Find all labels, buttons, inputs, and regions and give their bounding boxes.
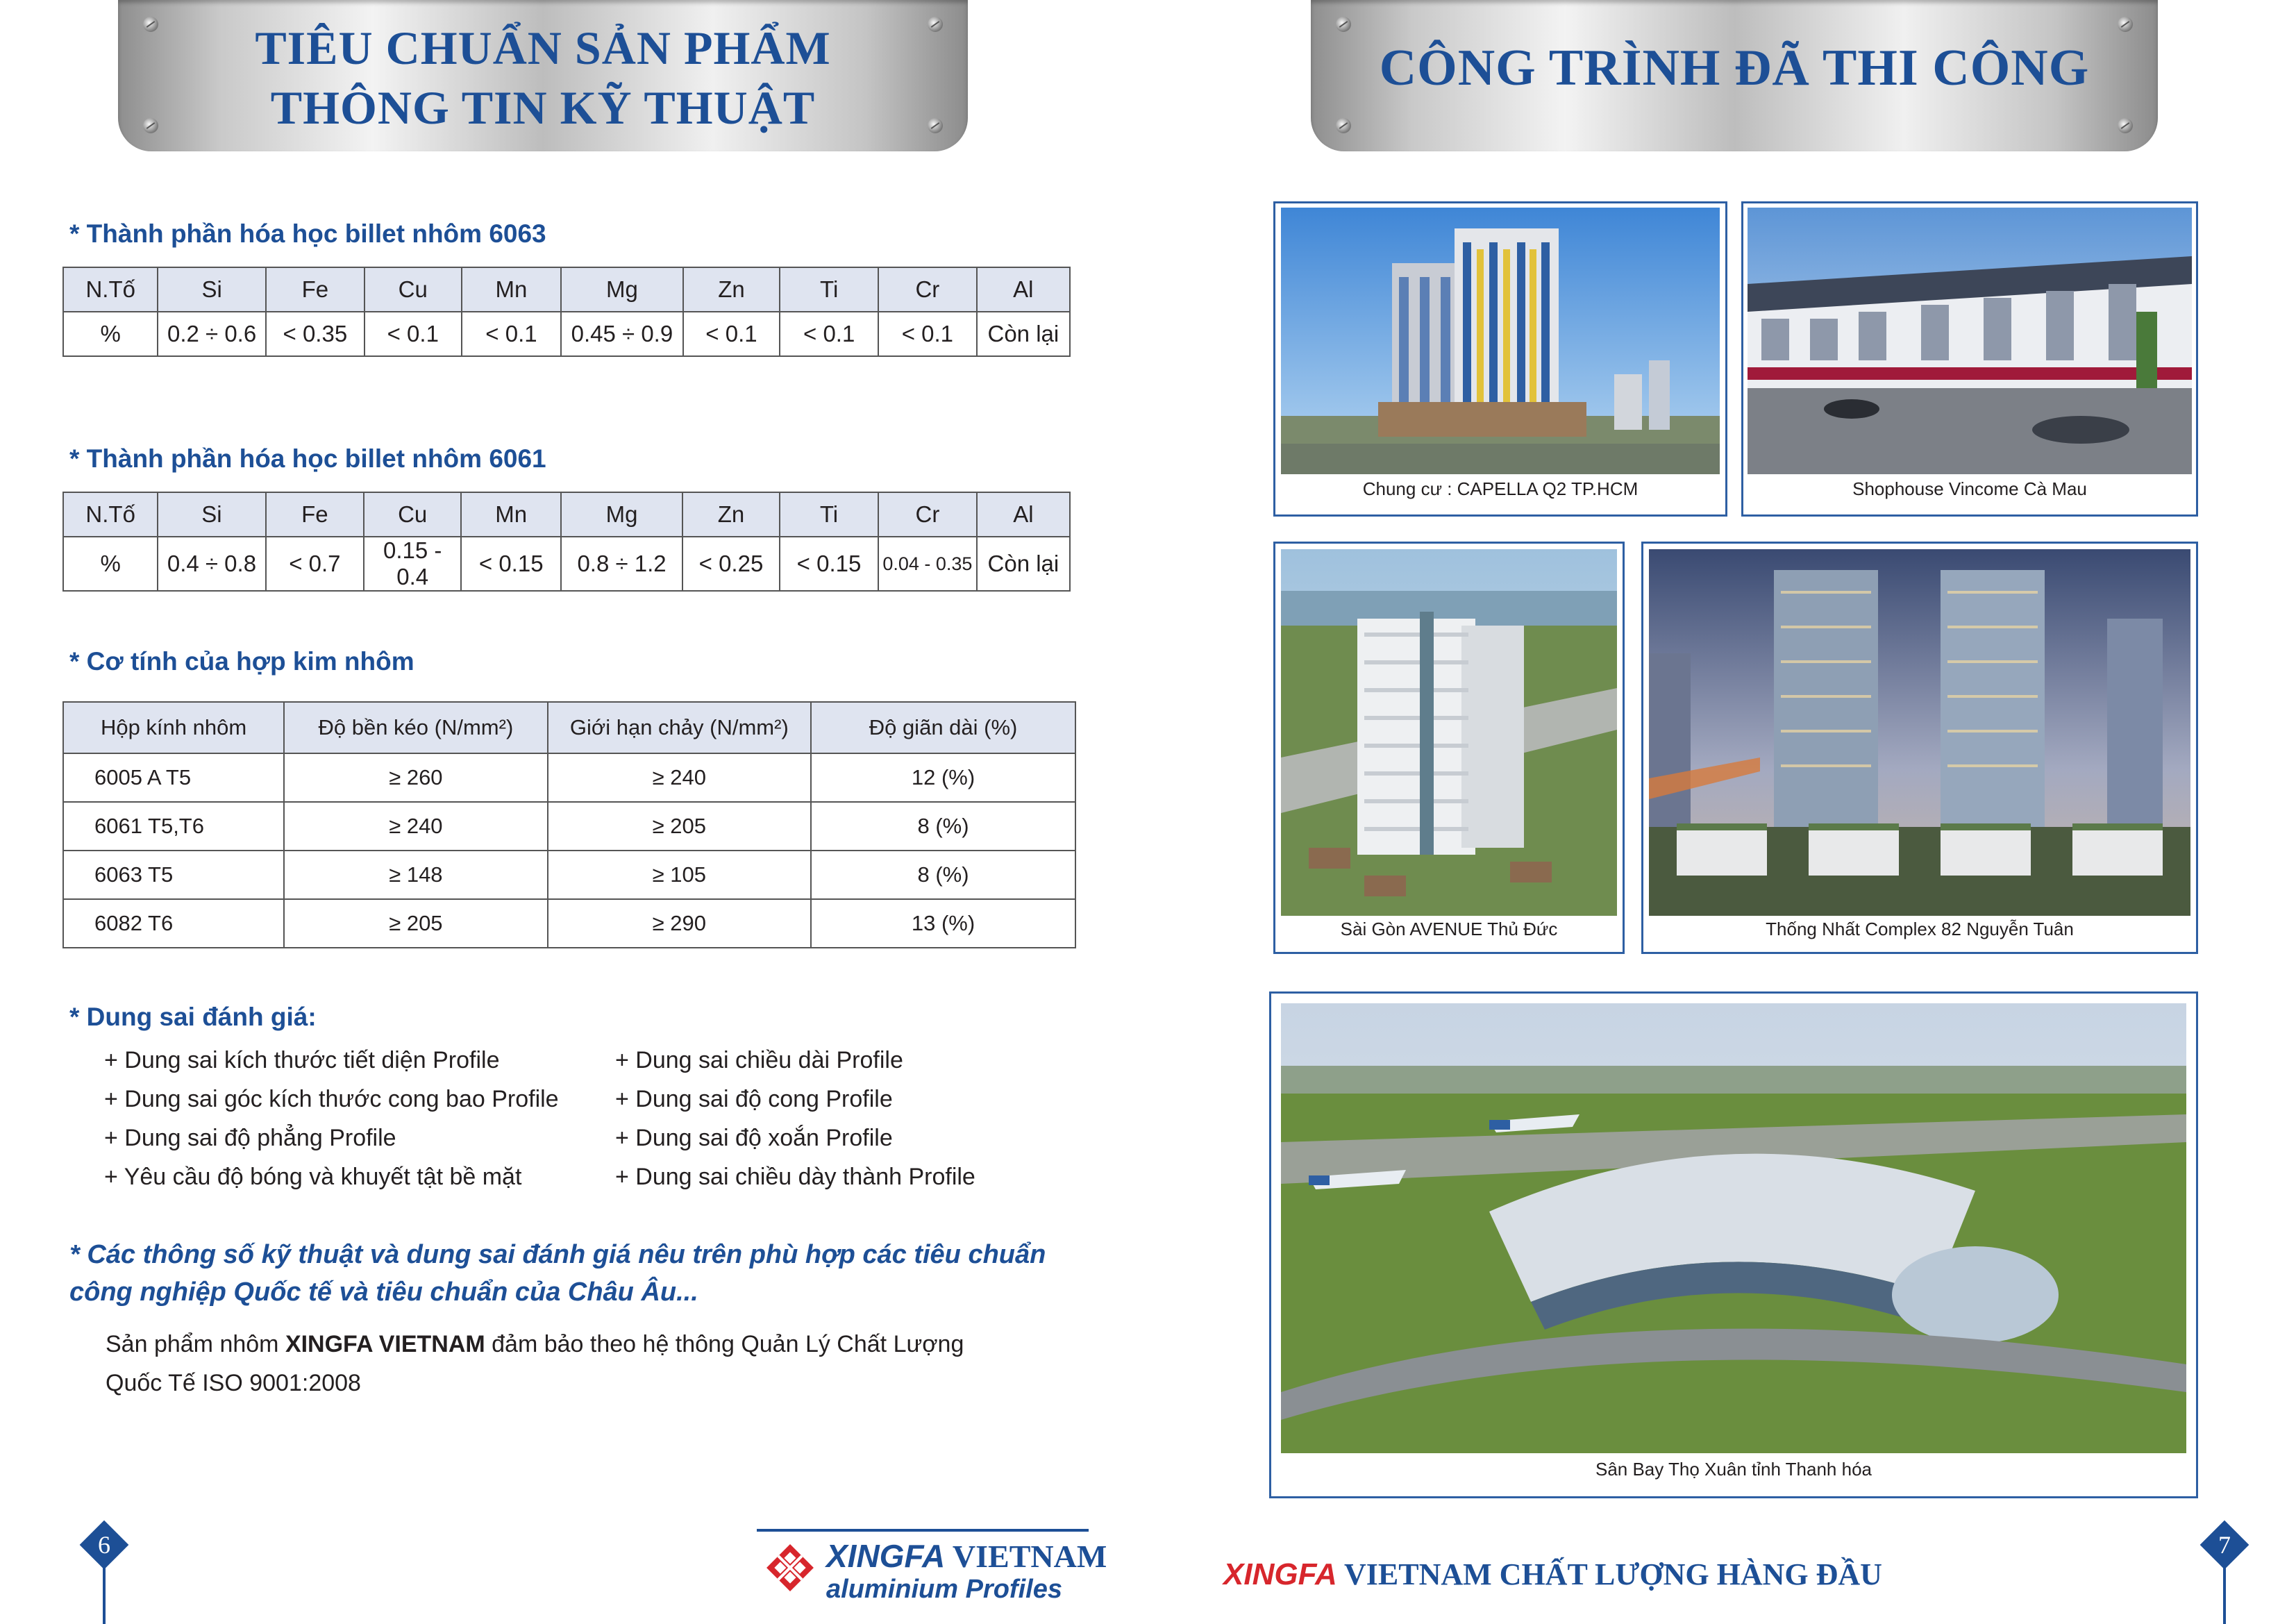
page-number-badge — [2200, 1521, 2249, 1570]
table-cell: Hộp kính nhôm — [63, 702, 284, 753]
table-row — [63, 753, 1075, 802]
mechanical-title: * Cơ tính của hợp kim nhôm — [69, 647, 414, 676]
table-cell: < 0.15 — [780, 537, 878, 591]
project-caption: Sân Bay Thọ Xuân tỉnh Thanh hóa — [1595, 1459, 1872, 1480]
quality-text: đảm bảo theo hệ thông Quản Lý Chất Lượng — [485, 1331, 964, 1357]
table-row — [63, 899, 1075, 948]
xingfa-logo-icon — [764, 1541, 816, 1594]
table-cell: Mg — [561, 267, 682, 312]
table-cell: Al — [977, 492, 1070, 537]
table-cell: Giới hạn chảy (N/mm²) — [548, 702, 811, 753]
slogan-text: VIETNAM CHẤT LƯỢNG HÀNG ĐẦU — [1336, 1557, 1882, 1591]
table-cell: Còn lại — [977, 312, 1070, 356]
logo-vietnam: VIETNAM — [945, 1539, 1107, 1574]
tolerance-item: + Dung sai kích thước tiết diện Profile — [104, 1047, 500, 1073]
table-6063 — [62, 267, 1071, 357]
project-card — [1741, 201, 2198, 517]
table-row — [63, 312, 1070, 356]
page-number: 7 — [2218, 1531, 2231, 1559]
table-cell: < 0.25 — [682, 537, 780, 591]
table-row — [63, 851, 1075, 899]
quality-brand: XINGFA VIETNAM — [285, 1331, 485, 1357]
table-cell: Zn — [682, 492, 780, 537]
project-photo-vincom — [1748, 208, 2192, 474]
table-cell: 0.8 ÷ 1.2 — [561, 537, 682, 591]
left-header-line2: THÔNG TIN KỸ THUẬT — [270, 81, 816, 134]
table-row — [63, 802, 1075, 851]
table-cell: Cr — [878, 267, 977, 312]
table-cell: 0.04 - 0.35 — [878, 537, 977, 591]
slogan-brand: XINGFA — [1223, 1557, 1337, 1591]
table-header-row — [63, 267, 1070, 312]
logo-rule — [757, 1529, 1089, 1532]
table-cell: 6082 T6 — [63, 899, 284, 948]
table-cell: 6005 A T5 — [63, 753, 284, 802]
screw-icon — [1336, 17, 1351, 32]
table-cell: 0.45 ÷ 0.9 — [561, 312, 682, 356]
tolerance-item: + Dung sai góc kích thước cong bao Profile — [104, 1086, 559, 1112]
screw-icon — [2118, 118, 2133, 133]
tolerance-item: + Dung sai độ cong Profile — [615, 1086, 893, 1112]
table-cell: Mg — [561, 492, 682, 537]
table-cell: Cr — [878, 492, 977, 537]
table-cell: Al — [977, 267, 1070, 312]
right-header-title: CÔNG TRÌNH ĐÃ THI CÔNG — [1379, 40, 2090, 97]
table-cell: 0.4 ÷ 0.8 — [158, 537, 265, 591]
table-cell: < 0.1 — [683, 312, 780, 356]
table-cell: Ti — [780, 267, 878, 312]
table-header-row — [63, 492, 1070, 537]
tolerance-title: * Dung sai đánh giá: — [69, 1003, 317, 1031]
table-cell: N.Tố — [63, 492, 158, 537]
project-card — [1273, 542, 1625, 954]
table-cell: < 0.7 — [266, 537, 364, 591]
note-line2: công nghiệp Quốc tế và tiêu chuẩn của Châu Âu... — [69, 1278, 698, 1307]
project-card — [1269, 991, 2198, 1498]
table-cell: 6061 T5,T6 — [63, 802, 284, 851]
table-cell: < 0.15 — [461, 537, 561, 591]
project-card — [1641, 542, 2198, 954]
table-header-row — [63, 702, 1075, 753]
section-6063-title: * Thành phần hóa học billet nhôm 6063 — [69, 219, 546, 248]
project-photo-saigon-avenue — [1281, 549, 1617, 916]
table-cell: < 0.1 — [462, 312, 562, 356]
slogan — [1223, 1557, 1882, 1592]
tolerance-item: + Dung sai chiều dài Profile — [615, 1047, 903, 1073]
project-photo-thong-nhat — [1649, 549, 2190, 916]
table-cell: Fe — [266, 267, 364, 312]
table-cell: % — [63, 312, 158, 356]
table-cell: ≥ 240 — [284, 802, 547, 851]
table-cell: ≥ 148 — [284, 851, 547, 899]
table-cell: < 0.1 — [878, 312, 977, 356]
page-number: 6 — [98, 1531, 110, 1559]
project-photo-tho-xuan-airport — [1281, 1003, 2186, 1453]
quality-statement — [106, 1325, 964, 1364]
right-header-plate — [1311, 0, 2158, 151]
table-cell: Còn lại — [977, 537, 1070, 591]
project-caption: Sài Gòn AVENUE Thủ Đức — [1340, 919, 1558, 939]
project-card — [1273, 201, 1727, 517]
table-cell: ≥ 205 — [284, 899, 547, 948]
screw-icon — [1336, 118, 1351, 133]
project-caption: Thống Nhất Complex 82 Nguyễn Tuân — [1766, 919, 2074, 939]
screw-icon — [2118, 17, 2133, 32]
table-cell: ≥ 105 — [548, 851, 811, 899]
table-cell: Fe — [266, 492, 364, 537]
table-cell: Độ giãn dài (%) — [811, 702, 1075, 753]
table-cell: 13 (%) — [811, 899, 1075, 948]
table-cell: Zn — [683, 267, 780, 312]
tolerance-item: + Dung sai chiều dày thành Profile — [615, 1164, 975, 1190]
logo-wordmark — [826, 1537, 1107, 1575]
table-cell: 0.15 - 0.4 — [364, 537, 461, 591]
logo-tagline: aluminium Profiles — [826, 1575, 1062, 1604]
table-mechanical — [62, 701, 1076, 948]
table-cell: ≥ 290 — [548, 899, 811, 948]
table-cell: Cu — [364, 492, 461, 537]
table-cell: Mn — [461, 492, 561, 537]
table-cell: Độ bền kéo (N/mm²) — [284, 702, 547, 753]
logo-xingfa: XINGFA — [826, 1538, 946, 1574]
tolerance-item: + Dung sai độ xoắn Profile — [615, 1125, 893, 1151]
table-cell: 8 (%) — [811, 802, 1075, 851]
table-cell: Si — [158, 267, 265, 312]
tolerance-item: + Dung sai độ phẳng Profile — [104, 1125, 396, 1151]
project-caption: Shophouse Vincome Cà Mau — [1852, 478, 2087, 499]
table-cell: ≥ 260 — [284, 753, 547, 802]
table-cell: ≥ 240 — [548, 753, 811, 802]
table-cell: 6063 T5 — [63, 851, 284, 899]
table-cell: Ti — [780, 492, 878, 537]
section-6061-title: * Thành phần hóa học billet nhôm 6061 — [69, 444, 546, 473]
left-header-line1: TIÊU CHUẨN SẢN PHẨM — [255, 22, 831, 74]
tolerance-item: + Yêu cầu độ bóng và khuyết tật bề mặt — [104, 1164, 522, 1190]
table-cell: N.Tố — [63, 267, 158, 312]
table-cell: Cu — [364, 267, 462, 312]
quality-statement-line2: Quốc Tế ISO 9001:2008 — [106, 1370, 361, 1396]
table-cell: % — [63, 537, 158, 591]
quality-text: Sản phẩm nhôm — [106, 1331, 285, 1357]
table-cell: 0.2 ÷ 0.6 — [158, 312, 265, 356]
table-cell: 8 (%) — [811, 851, 1075, 899]
table-6061 — [62, 492, 1071, 592]
table-cell: < 0.35 — [266, 312, 364, 356]
note-line1: * Các thông số kỹ thuật và dung sai đánh giá nêu trên phù hợp các tiêu chuẩn — [69, 1240, 1046, 1269]
page-number-badge — [80, 1521, 129, 1570]
left-header-plate — [118, 0, 968, 151]
table-cell: 12 (%) — [811, 753, 1075, 802]
table-cell: ≥ 205 — [548, 802, 811, 851]
table-cell: < 0.1 — [364, 312, 462, 356]
project-caption: Chung cư : CAPELLA Q2 TP.HCM — [1362, 478, 1639, 499]
table-cell: < 0.1 — [780, 312, 878, 356]
table-cell: Si — [158, 492, 265, 537]
project-photo-capella — [1281, 208, 1720, 474]
table-row — [63, 537, 1070, 591]
table-cell: Mn — [462, 267, 562, 312]
